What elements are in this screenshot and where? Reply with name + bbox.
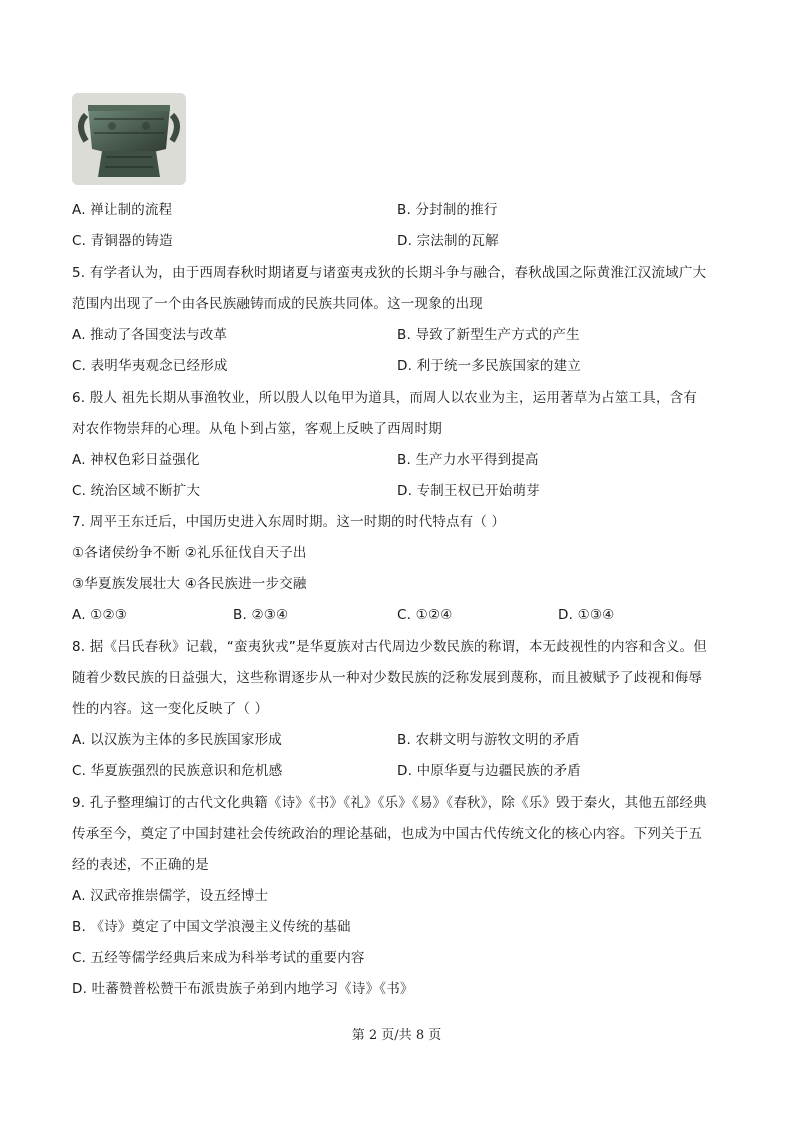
q7-items-line-1: ①各诸侯纷争不断 ②礼乐征伐自天子出 (72, 545, 307, 561)
q5-option-c: C. 表明华夷观念已经形成 (72, 358, 228, 374)
q7-option-a: A. ①②③ (72, 607, 128, 623)
q9-option-a: A. 汉武帝推崇儒学，设五经博士 (72, 888, 269, 904)
q6-option-d: D. 专制王权已开始萌芽 (397, 483, 540, 499)
q8-stem-line-1: 8. 据《吕氏春秋》记载，“蛮夷狄戎”是华夏族对古代周边少数民族的称谓，本无歧视性的内容和含义。但 (72, 639, 707, 655)
q8-stem-line-2: 随着少数民族的日益强大，这些称谓逐步从一种对少数民族的泛称发展到蔑称，而且被赋予了歧视和侮辱 (72, 670, 703, 686)
q6-option-c: C. 统治区域不断扩大 (72, 483, 201, 499)
q4-option-b: B. 分封制的推行 (397, 202, 498, 218)
q4-option-a: A. 禅让制的流程 (72, 202, 173, 218)
q9-stem-line-1: 9. 孔子整理编订的古代文化典籍《诗》《书》《礼》《乐》《易》《春秋》，除《乐》毁于秦火，其他五部经典 (72, 795, 707, 811)
q7-option-d: D. ①③④ (558, 607, 615, 623)
q8-option-d: D. 中原华夏与边疆民族的矛盾 (397, 763, 581, 779)
q8-option-a: A. 以汉族为主体的多民族国家形成 (72, 732, 282, 748)
q8-option-c: C. 华夏族强烈的民族意识和危机感 (72, 763, 283, 779)
q4-option-d: D. 宗法制的瓦解 (397, 233, 499, 249)
q5-option-a: A. 推动了各国变法与改革 (72, 327, 228, 343)
q6-stem-line-2: 对农作物崇拜的心理。从龟卜到占筮，客观上反映了西周时期 (72, 421, 442, 437)
q7-stem: 7. 周平王东迁后，中国历史进入东周时期。这一时期的时代特点有（ ） (72, 514, 506, 530)
q7-option-b: B. ②③④ (233, 607, 289, 623)
bronze-vessel-image (72, 93, 186, 185)
q9-option-c: C. 五经等儒学经典后来成为科举考试的重要内容 (72, 950, 365, 966)
q8-stem-line-3: 性的内容。这一变化反映了（ ） (72, 701, 269, 717)
q6-option-b: B. 生产力水平得到提高 (397, 452, 539, 468)
q9-option-b: B. 《诗》奠定了中国文学浪漫主义传统的基础 (72, 919, 351, 935)
q4-option-c: C. 青铜器的铸造 (72, 233, 173, 249)
q5-option-d: D. 利于统一多民族国家的建立 (397, 358, 581, 374)
q8-option-b: B. 农耕文明与游牧文明的矛盾 (397, 732, 580, 748)
q5-option-b: B. 导致了新型生产方式的产生 (397, 327, 580, 343)
page-number-footer: 第 2 页/共 8 页 (351, 1028, 442, 1043)
q5-stem-line-2: 范围内出现了一个由各民族融铸而成的民族共同体。这一现象的出现 (72, 296, 483, 312)
q7-option-c: C. ①②④ (397, 607, 453, 623)
q9-stem-line-3: 经的表述，不正确的是 (72, 857, 209, 873)
q9-option-d: D. 吐蕃赞普松赞干布派贵族子弟到内地学习《诗》《书》 (72, 981, 414, 997)
q6-stem-line-1: 6. 殷人 祖先长期从事渔牧业，所以殷人以龟甲为道具，而周人以农业为主，运用著草为占筮工具，含有 (72, 390, 698, 406)
q6-option-a: A. 神权色彩日益强化 (72, 452, 200, 468)
q7-items-line-2: ③华夏族发展壮大 ④各民族进一步交融 (72, 576, 307, 592)
q9-stem-line-2: 传承至今，奠定了中国封建社会传统政治的理论基础，也成为中国古代传统文化的核心内容。下列关于五 (72, 826, 703, 842)
q5-stem-line-1: 5. 有学者认为，由于西周春秋时期诸夏与诸蛮夷戎狄的长期斗争与融合，春秋战国之际黄淮江汉流域广大 (72, 265, 707, 281)
